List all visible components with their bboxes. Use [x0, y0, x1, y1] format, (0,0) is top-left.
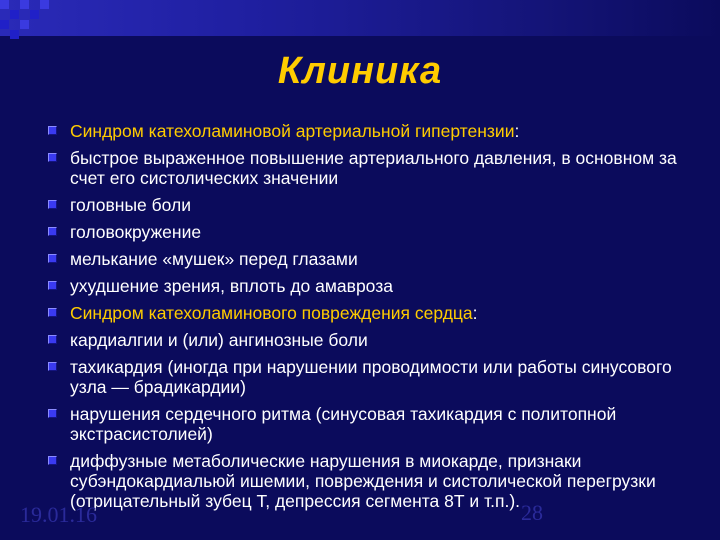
footer-date: 19.01.16: [20, 502, 97, 527]
slide-title: Клиника: [277, 50, 443, 92]
square-bullet-icon: [48, 126, 57, 135]
square-bullet-icon: [48, 308, 57, 317]
item-suffix: :: [514, 121, 520, 141]
list-item: [48, 222, 678, 242]
section-heading-item: [48, 303, 678, 323]
item-text: тахикардия (иногда при нарушении проводимости или работы синусового узла — брадикардии): [70, 357, 672, 397]
item-text: мелькание «мушек» перед глазами: [70, 249, 358, 269]
page-number: 28: [521, 500, 543, 525]
list-item: [48, 404, 678, 444]
square-bullet-icon: [48, 254, 57, 263]
list-item: [48, 330, 678, 350]
item-text: головные боли: [70, 195, 191, 215]
item-text: кардиалгии и (или) ангинозные боли: [70, 330, 368, 350]
item-text: диффузные метаболические нарушения в миокарде, признаки субэндокардиальюй ишемии, повреждения и систолической перегрузки (отрицательный зубец Т, депрессия сегмента 8Т и т.п.).: [70, 451, 656, 511]
item-text: ухудшение зрения, вплоть до амавроза: [70, 276, 393, 296]
bullet-list: [48, 121, 678, 518]
item-text: головокружение: [70, 222, 202, 242]
section-heading-item: [48, 121, 678, 141]
list-item: [48, 195, 678, 215]
item-text: нарушения сердечного ритма (синусовая тахикардия с политопной экстрасистолией): [70, 404, 617, 444]
list-item: [48, 148, 678, 188]
square-bullet-icon: [48, 456, 57, 465]
square-bullet-icon: [48, 409, 57, 418]
item-text: быстрое выраженное повышение артериального давления, в основном за счет его систолических значении: [70, 148, 677, 188]
square-bullet-icon: [48, 335, 57, 344]
square-bullet-icon: [48, 227, 57, 236]
item-suffix: :: [472, 303, 478, 323]
top-decorative-band: [0, 0, 720, 36]
list-item: [48, 451, 678, 511]
list-item: [48, 357, 678, 397]
square-bullet-icon: [48, 200, 57, 209]
square-bullet-icon: [48, 281, 57, 290]
item-text: Синдром катехоламиновой артериальной гипертензии: [70, 121, 515, 141]
list-item: [48, 276, 678, 296]
square-bullet-icon: [48, 362, 57, 371]
item-text: Синдром катехоламинового повреждения сердца: [70, 303, 473, 323]
square-bullet-icon: [48, 153, 57, 162]
list-item: [48, 249, 678, 269]
corner-squares-decoration: [0, 0, 60, 48]
